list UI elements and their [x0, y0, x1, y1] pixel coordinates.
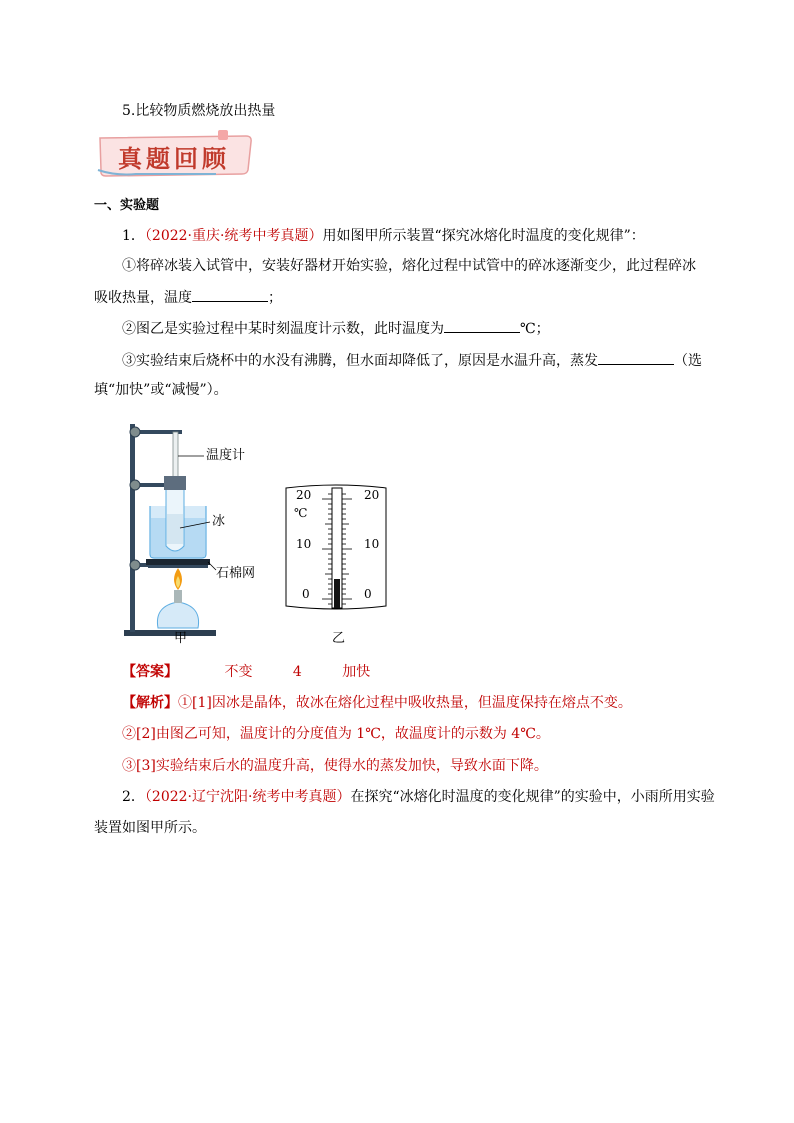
figure-apparatus	[118, 418, 278, 638]
answer-blank-1[interactable]	[192, 287, 268, 302]
label-thermometer: 温度计	[206, 448, 246, 463]
answer-line	[122, 662, 370, 682]
analysis-line-3: ③[3]实验结束后水的温度升高，使得水的蒸发加快，导致水面下降。	[122, 758, 548, 774]
q1-step1-text: 吸收热量，温度	[94, 290, 192, 306]
scale-0-left: 0	[302, 587, 310, 601]
analysis-line-2: ②[2]由图乙可知，温度计的分度值为 1℃，故温度计的示数为 4℃。	[122, 726, 550, 742]
q1-source: （2022·重庆·统考中考真题）	[144, 228, 323, 244]
analysis-label: 【解析】	[122, 695, 178, 711]
scale-unit: ℃	[294, 506, 308, 520]
q1-step3-line2: 填“加快”或“减慢”）。	[94, 382, 228, 398]
figure-scale	[284, 484, 388, 614]
banner-title: 真题回顾	[118, 144, 230, 173]
label-ice: 冰	[212, 514, 226, 529]
q2-line2: 装置如图甲所示。	[94, 820, 206, 836]
intro-line: 5.比较物质燃烧放出热量	[122, 103, 276, 119]
q1-step2-end: ℃；	[520, 321, 550, 337]
q1-step1-line1: ①将碎冰装入试管中，安装好器材开始实验，熔化过程中试管中的碎冰逐渐变少，此过程碎冰	[122, 258, 696, 274]
apparatus-drawing	[118, 418, 278, 638]
banner	[96, 130, 256, 178]
q1-stem: 用如图甲所示装置“探究冰熔化时温度的变化规律”：	[322, 228, 645, 244]
q1-step1-end: ；	[268, 290, 282, 306]
q1-step1-line2	[94, 287, 282, 308]
caption-right: 乙	[332, 631, 346, 646]
scale-20-left: 20	[296, 488, 312, 502]
answer-1: 不变	[224, 664, 253, 680]
answer-3: 加快	[342, 664, 371, 680]
mercury-column	[334, 579, 340, 608]
q1-step2-text: ②图乙是实验过程中某时刻温度计示数，此时温度为	[122, 321, 444, 337]
q1-step2	[122, 318, 550, 339]
scale-0-right: 0	[364, 587, 372, 601]
section-title: 一、实验题	[94, 198, 160, 213]
answer-label: 【答案】	[122, 664, 178, 680]
scale-10-left: 10	[296, 537, 312, 551]
q1-number: 1．	[122, 228, 145, 244]
answer-2: 4	[292, 664, 302, 680]
answer-blank-3[interactable]	[598, 350, 674, 365]
q2-source: （2022·辽宁沈阳·统考中考真题）	[144, 789, 351, 805]
q1-step3-end: （选	[674, 353, 702, 369]
q2-stem: 在探究“冰熔化时温度的变化规律”的实验中，小雨所用实验	[350, 789, 715, 805]
q2-number: 2．	[122, 789, 145, 805]
q1-header	[122, 226, 645, 246]
label-gauze: 石棉网	[216, 566, 256, 581]
scale-10-right: 10	[364, 537, 380, 551]
q1-step3-text: ③实验结束后烧杯中的水没有沸腾，但水面却降低了，原因是水温升高，蒸发	[122, 353, 598, 369]
scale-20-right: 20	[364, 488, 380, 502]
q2-header	[122, 787, 715, 807]
caption-left: 甲	[174, 631, 188, 646]
answer-blank-2[interactable]	[444, 318, 520, 333]
analysis-line-1	[122, 693, 632, 713]
q1-step3	[122, 350, 702, 371]
analysis-text-1: ①[1]因冰是晶体，故冰在熔化过程中吸收热量，但温度保持在熔点不变。	[178, 695, 632, 711]
